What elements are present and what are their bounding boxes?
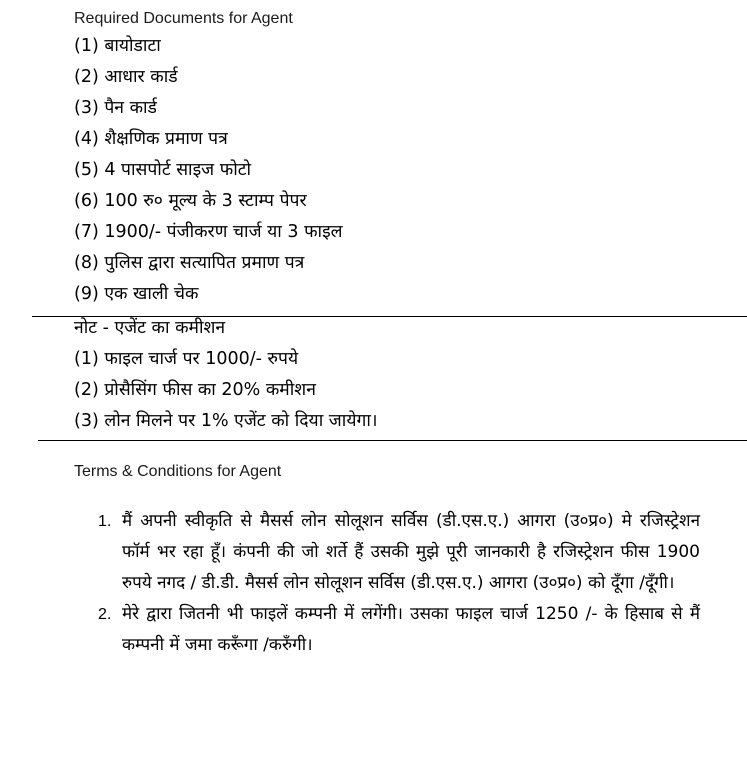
list-item: (1) बायोडाटा bbox=[74, 36, 161, 56]
list-item bbox=[92, 506, 700, 599]
note-title: नोट - एजेंट का कमीशन bbox=[74, 318, 226, 338]
list-item: (5) 4 पासपोर्ट साइज फोटो bbox=[74, 160, 252, 180]
documents-list bbox=[74, 31, 343, 310]
list-item: (3) लोन मिलने पर 1% एजेंट को दिया जायेगा। bbox=[74, 411, 378, 431]
item-number: 2. bbox=[98, 606, 112, 623]
list-item: (9) एक खाली चेक bbox=[74, 284, 199, 304]
item-number: 1. bbox=[98, 513, 112, 530]
divider bbox=[38, 440, 747, 441]
terms-list bbox=[92, 506, 700, 661]
term-text: मैं अपनी स्वीकृति से मैसर्स लोन सोलूशन सर्विस (डी.एस.ए.) आगरा (उ०प्र०) मे रजिस्ट्रेशन फॉर्म भर रहा हूँ। कंपनी की जो शर्ते हैं उसकी मुझे पूरी जानकारी है रजिस्ट्रेशन फीस 1900 रुपये नगद / डी.डी. मैसर्स लोन सोलूशन सर्विस (डी.एस.ए.) आगरा (उ०प्र०) को दूँगा /दूँगी। bbox=[122, 511, 700, 593]
list-item: (7) 1900/- पंजीकरण चार्ज या 3 फाइल bbox=[74, 222, 343, 242]
list-item: (2) प्रोसैसिंग फीस का 20% कमीशन bbox=[74, 380, 316, 400]
terms-heading: Terms & Conditions for Agent bbox=[74, 463, 282, 480]
list-item: (1) फाइल चार्ज पर 1000/- रुपये bbox=[74, 349, 299, 369]
list-item: (4) शैक्षणिक प्रमाण पत्र bbox=[74, 129, 228, 149]
note-list bbox=[74, 344, 377, 437]
list-item bbox=[92, 599, 700, 661]
note-section bbox=[74, 313, 377, 437]
list-item: (3) पैन कार्ड bbox=[74, 98, 157, 118]
list-item: (2) आधार कार्ड bbox=[74, 67, 178, 87]
documents-heading: Required Documents for Agent bbox=[74, 10, 293, 27]
list-item: (6) 100 रु० मूल्य के 3 स्टाम्प पेपर bbox=[74, 191, 307, 211]
list-item: (8) पुलिस द्वारा सत्यापित प्रमाण पत्र bbox=[74, 253, 305, 273]
term-text: मेरे द्वारा जितनी भी फाइलें कम्पनी में लगेंगी। उसका फाइल चार्ज 1250 /- के हिसाब से मैं कम्पनी में जमा करूँगा /करुँगी। bbox=[122, 604, 700, 655]
